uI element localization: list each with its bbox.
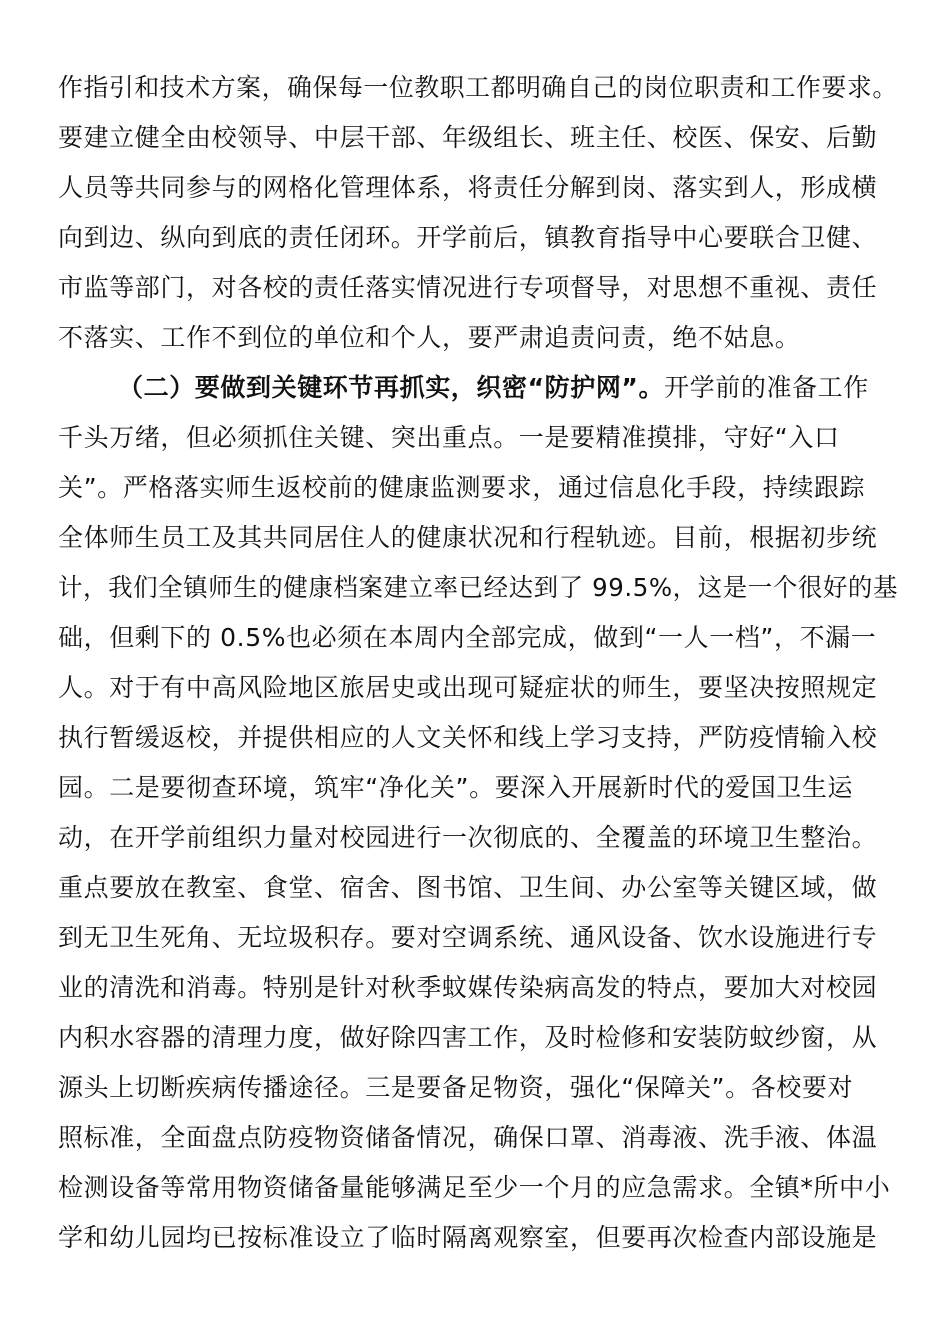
text-line: 全体师生员工及其共同居住人的健康状况和行程轨迹。目前，根据初步统	[58, 523, 878, 552]
section-heading: （二）要做到关键环节再抓实，织密“防护网”。	[118, 373, 665, 402]
text-line: 动，在开学前组织力量对校园进行一次彻底的、全覆盖的环境卫生整治。	[58, 823, 878, 852]
text-line: 市监等部门，对各校的责任落实情况进行专项督导，对思想不重视、责任	[58, 273, 878, 302]
text-line: 重点要放在教室、食堂、宿舍、图书馆、卫生间、办公室等关键区域，做	[58, 873, 878, 902]
text-line: 千头万绪，但必须抓住关键、突出重点。一是要精准摸排，守好“入口	[58, 423, 840, 452]
text-line: 照标准，全面盘点防疫物资储备情况，确保口罩、消毒液、洗手液、体温	[58, 1123, 878, 1152]
heading-continuation: 开学前的准备工作	[664, 373, 869, 402]
text-line: 源头上切断疾病传播途径。三是要备足物资，强化“保障关”。各校要对	[58, 1073, 854, 1102]
text-line: 向到边、纵向到底的责任闭环。开学前后，镇教育指导中心要联合卫健、	[58, 223, 878, 252]
text-line: 到无卫生死角、无垃圾积存。要对空调系统、通风设备、饮水设施进行专	[58, 923, 878, 952]
text-line: 内积水容器的清理力度，做好除四害工作，及时检修和安装防蚊纱窗，从	[58, 1023, 878, 1052]
text-line: 关”。严格落实师生返校前的健康监测要求，通过信息化手段，持续跟踪	[58, 473, 866, 502]
text-line: 作指引和技术方案，确保每一位教职工都明确自己的岗位职责和工作要求。	[58, 73, 898, 102]
text-line: 业的清洗和消毒。特别是针对秋季蚊媒传染病高发的特点，要加大对校园	[58, 973, 878, 1002]
text-line: 检测设备等常用物资储备量能够满足至少一个月的应急需求。全镇*所中小	[58, 1173, 891, 1202]
text-line: 执行暂缓返校，并提供相应的人文关怀和线上学习支持，严防疫情输入校	[58, 723, 878, 752]
text-line: 人。对于有中高风险地区旅居史或出现可疑症状的师生，要坚决按照规定	[58, 673, 878, 702]
text-line: 要建立健全由校领导、中层干部、年级组长、班主任、校医、保安、后勤	[58, 123, 878, 152]
section-heading-line	[118, 368, 898, 408]
text-line: 计，我们全镇师生的健康档案建立率已经达到了 99.5%，这是一个很好的基	[58, 573, 898, 602]
text-line: 学和幼儿园均已按标准设立了临时隔离观察室，但要再次检查内部设施是	[58, 1223, 878, 1252]
text-line: 础，但剩下的 0.5%也必须在本周内全部完成，做到“一人一档”，不漏一	[58, 623, 877, 652]
text-line: 不落实、工作不到位的单位和个人，要严肃追责问责，绝不姑息。	[58, 323, 801, 352]
text-line: 人员等共同参与的网格化管理体系，将责任分解到岗、落实到人，形成横	[58, 173, 878, 202]
text-line: 园。二是要彻查环境，筑牢“净化关”。要深入开展新时代的爱国卫生运	[58, 773, 854, 802]
